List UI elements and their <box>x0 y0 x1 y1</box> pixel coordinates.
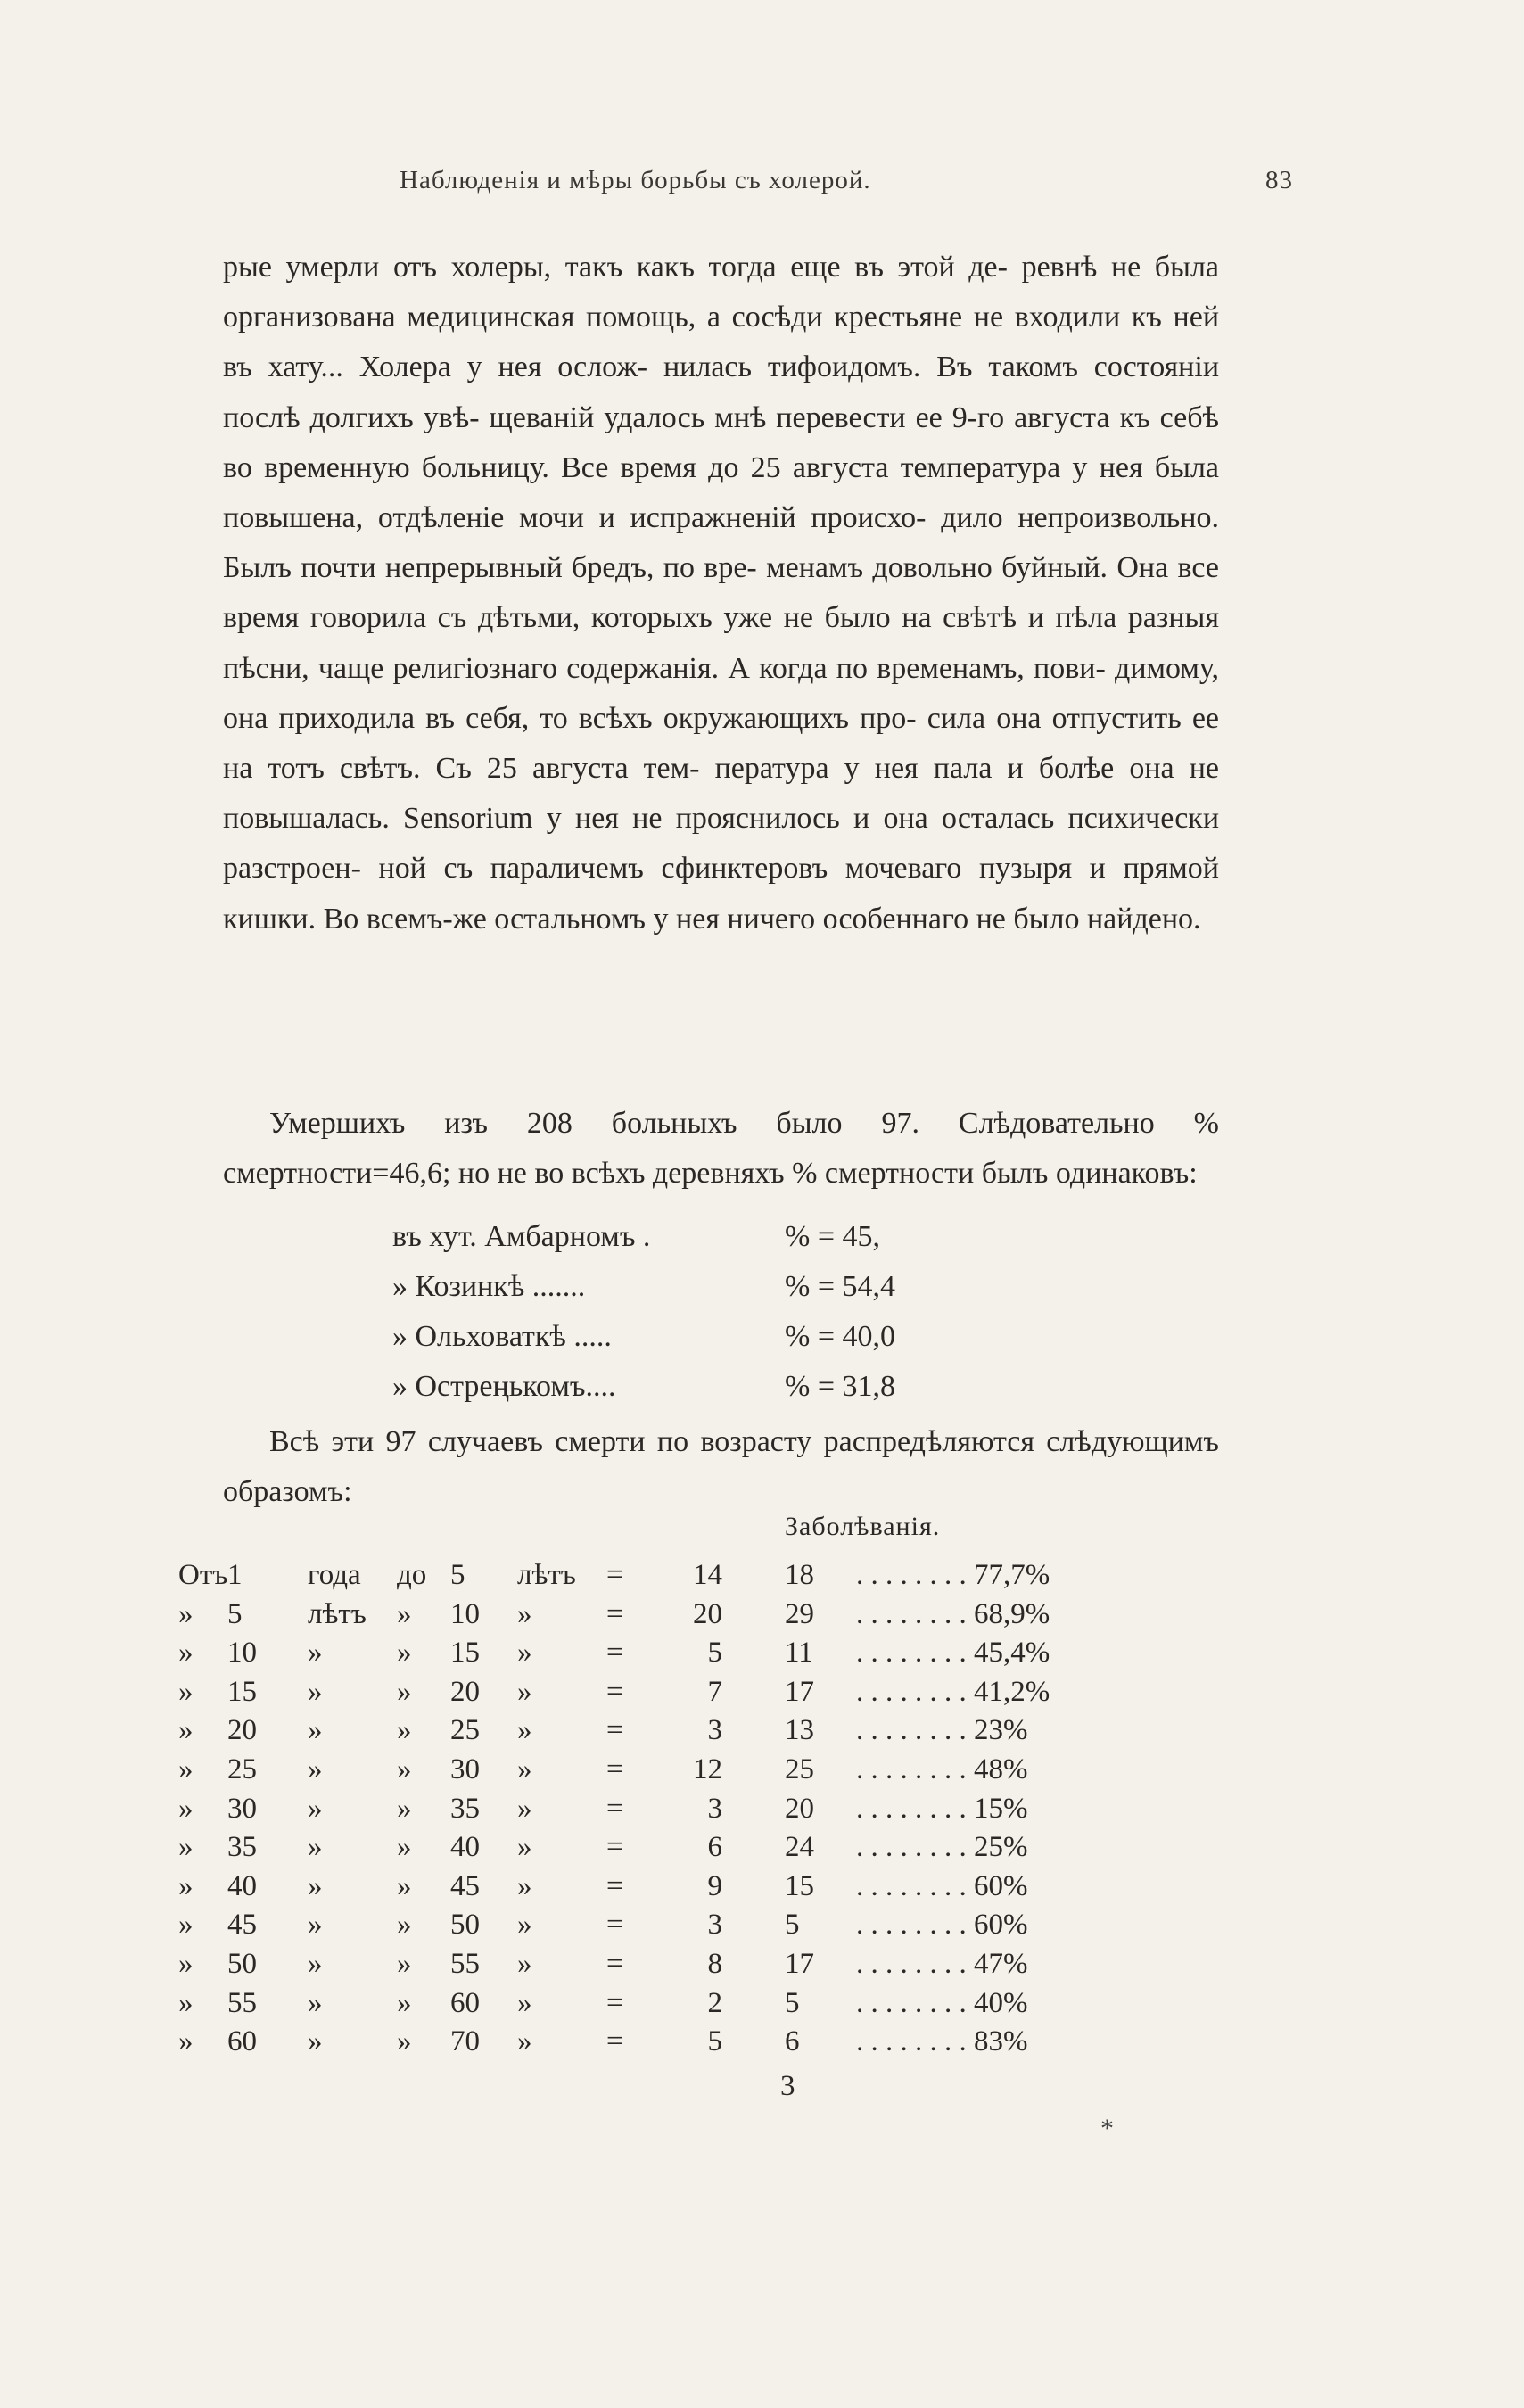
age-cell-q1: » <box>178 1947 194 1980</box>
age-cell-from: 15 <box>227 1675 257 1708</box>
age-cell-deaths: 20 <box>693 1597 722 1630</box>
age-cell-q1: » <box>178 2025 194 2058</box>
text-line: не было найдено. <box>976 902 1201 936</box>
village-mortality-value: % = 40,0 <box>785 1320 895 1353</box>
age-cell-eq: = <box>606 1752 623 1785</box>
age-cell-from: 1 <box>227 1559 243 1591</box>
age-cell-cases: 17 <box>785 1947 814 1980</box>
text-line: рые умерли отъ холеры, такъ какъ тогда еще въ этой де- <box>223 251 1008 284</box>
age-row <box>178 1714 1248 1753</box>
village-name: въ хут. Амбарномъ . <box>392 1220 651 1253</box>
age-cell-w2: » <box>517 1792 532 1825</box>
age-cell-from: 55 <box>227 1986 257 2019</box>
age-row <box>178 1909 1248 1948</box>
age-row <box>178 1637 1248 1676</box>
age-cell-q1: » <box>178 1597 194 1630</box>
age-cell-pct: . . . . . . . . 15% <box>856 1792 1028 1825</box>
age-cell-w1: года <box>308 1559 361 1591</box>
age-cell-w1: » <box>308 1714 323 1747</box>
zabolevania-heading: Заболѣванія. <box>785 1512 941 1541</box>
village-mortality-value: % = 31,8 <box>785 1370 895 1403</box>
age-cell-to: 45 <box>450 1869 480 1902</box>
age-cell-q2: » <box>397 1752 412 1785</box>
running-header <box>223 166 1293 202</box>
age-cell-eq: = <box>606 1714 623 1747</box>
village-row <box>392 1212 1017 1262</box>
age-cell-q1: » <box>178 1831 194 1864</box>
case-description-paragraph <box>223 243 1219 944</box>
village-name: » Ольховаткѣ ..... <box>392 1320 612 1353</box>
age-cell-q1: » <box>178 1675 194 1708</box>
age-cell-eq: = <box>606 1559 623 1591</box>
age-cell-q2: » <box>397 1637 412 1670</box>
age-cell-cases: 11 <box>785 1637 813 1670</box>
age-row <box>178 1870 1248 1909</box>
text-line: дило непроизвольно. Былъ почти непрерывный бредъ, по вре- <box>223 501 1220 585</box>
age-cell-to: 35 <box>450 1792 480 1825</box>
age-cell-from: 30 <box>227 1792 257 1825</box>
age-cell-cases: 5 <box>785 1909 800 1942</box>
paragraph-text <box>223 1099 1219 1199</box>
trailing-cases-number: 3 <box>780 2070 795 2102</box>
age-cell-deaths: 3 <box>707 1909 722 1942</box>
age-cell-w2: » <box>517 1869 532 1902</box>
age-cell-eq: = <box>606 1637 623 1670</box>
age-cell-eq: = <box>606 1947 623 1980</box>
running-title: Наблюденія и мѣры борьбы съ холерой. <box>400 166 871 194</box>
age-cell-deaths: 6 <box>707 1831 722 1864</box>
age-cell-w1: » <box>308 1986 323 2019</box>
paragraph-text <box>223 243 1219 944</box>
age-cell-deaths: 14 <box>693 1559 722 1591</box>
age-cell-from: 50 <box>227 1947 257 1980</box>
age-cell-pct: . . . . . . . . 60% <box>856 1909 1028 1942</box>
village-mortality-value: % = 54,4 <box>785 1270 895 1303</box>
age-cell-pct: . . . . . . . . 83% <box>856 2025 1028 2058</box>
age-cell-deaths: 7 <box>707 1675 722 1708</box>
age-cell-from: 10 <box>227 1637 257 1670</box>
village-name: » Козинкѣ ....... <box>392 1270 586 1303</box>
age-cell-pct: . . . . . . . . 41,2% <box>856 1675 1050 1708</box>
text-line: нилась тифоидомъ. Въ такомъ состояніи послѣ долгихъ увѣ- <box>223 350 1220 434</box>
age-cell-q2: » <box>397 1831 412 1864</box>
age-cell-cases: 24 <box>785 1831 814 1864</box>
age-cell-eq: = <box>606 1675 623 1708</box>
age-cell-q1: » <box>178 1637 194 1670</box>
text-line: сила она отпустить ее на тотъ свѣтъ. Съ 25 августа тем- <box>223 701 1219 786</box>
age-cell-deaths: 5 <box>707 1637 722 1670</box>
age-cell-w2: » <box>517 1986 532 2019</box>
village-row <box>392 1362 1017 1412</box>
age-cell-w2: » <box>517 1831 532 1864</box>
text-line: былъ одинаковъ: <box>981 1157 1198 1190</box>
age-cell-q2: до <box>397 1559 427 1591</box>
age-cell-cases: 5 <box>785 1986 800 2019</box>
age-cell-eq: = <box>606 1597 623 1630</box>
age-cell-q1: » <box>178 1986 194 2019</box>
age-cell-w2: » <box>517 1947 532 1980</box>
age-cell-eq: = <box>606 1792 623 1825</box>
age-cell-to: 5 <box>450 1559 465 1591</box>
text-line: ной съ параличемъ сфинктеровъ мочеваго пузыря и прямой <box>378 852 1219 886</box>
text-line: крестьяне не входили къ ней въ хату... Холера у нея ослож- <box>223 301 1220 384</box>
age-cell-from: 25 <box>227 1752 257 1785</box>
age-cell-w2: » <box>517 1597 532 1630</box>
age-cell-w2: » <box>517 1714 532 1747</box>
age-cell-cases: 15 <box>785 1869 814 1902</box>
text-line: Всѣ эти 97 случаевъ смерти по возрасту распредѣляются <box>269 1425 1034 1458</box>
age-cell-q2: » <box>397 1675 412 1708</box>
age-cell-w1: » <box>308 1869 323 1902</box>
mortality-paragraph <box>223 1099 1219 1199</box>
age-cell-from: 35 <box>227 1831 257 1864</box>
age-cell-eq: = <box>606 1909 623 1942</box>
age-cell-q1: » <box>178 1752 194 1785</box>
age-cell-q2: » <box>397 1986 412 2019</box>
age-row <box>178 1559 1248 1598</box>
page-number: 83 <box>1265 166 1293 194</box>
age-cell-deaths: 12 <box>693 1752 722 1785</box>
age-cell-to: 30 <box>450 1752 480 1785</box>
text-line: кишки. Во всемъ-же остальномъ у нея ничего особеннаго <box>223 902 969 936</box>
text-line: ревнѣ не была организована медицинская помощь, а сосѣди <box>223 251 1219 334</box>
age-cell-q1: » <box>178 1792 194 1825</box>
age-cell-eq: = <box>606 1869 623 1902</box>
text-line: слѣдующимъ образомъ: <box>223 1425 1219 1508</box>
age-cell-w1: » <box>308 1637 323 1670</box>
age-cell-pct: . . . . . . . . 48% <box>856 1752 1028 1785</box>
age-cell-pct: . . . . . . . . 40% <box>856 1986 1028 2019</box>
age-cell-q2: » <box>397 1869 412 1902</box>
age-cell-w1: » <box>308 1675 323 1708</box>
age-cell-eq: = <box>606 2025 623 2058</box>
age-cell-pct: . . . . . . . . 68,9% <box>856 1597 1050 1630</box>
age-cell-cases: 13 <box>785 1714 814 1747</box>
age-cell-from: 45 <box>227 1909 257 1942</box>
age-cell-w2: » <box>517 2025 532 2058</box>
age-row <box>178 1598 1248 1637</box>
paragraph-text <box>223 1417 1219 1517</box>
age-cell-deaths: 2 <box>707 1986 722 2019</box>
village-mortality-value: % = 45, <box>785 1220 880 1253</box>
village-mortality-list <box>392 1212 1017 1412</box>
age-cell-q1: Отъ <box>178 1559 228 1591</box>
footer-mark: * <box>1100 2114 1114 2143</box>
age-cell-to: 60 <box>450 1986 480 2019</box>
age-cell-eq: = <box>606 1831 623 1864</box>
text-line: у нея не прояснилось и она осталась психически разстроен- <box>223 802 1220 886</box>
village-row <box>392 1262 1017 1312</box>
age-cell-w1: лѣтъ <box>308 1597 367 1630</box>
text-line: димому, она приходила въ себя, то всѣхъ окружающихъ про- <box>223 651 1220 735</box>
age-cell-w1: » <box>308 1752 323 1785</box>
age-cell-w2: » <box>517 1909 532 1942</box>
age-row <box>178 1753 1248 1793</box>
age-cell-pct: . . . . . . . . 60% <box>856 1869 1028 1902</box>
age-cell-to: 70 <box>450 2025 480 2058</box>
age-cell-deaths: 9 <box>707 1869 722 1902</box>
age-cell-to: 15 <box>450 1637 480 1670</box>
age-cell-q1: » <box>178 1869 194 1902</box>
text-line: смертности=46,6; но не во всѣхъ деревняхъ % смертности <box>223 1157 975 1190</box>
age-cell-cases: 18 <box>785 1559 814 1591</box>
age-cell-cases: 20 <box>785 1792 814 1825</box>
text-line: чаще религіознаго содержанія. А когда по временамъ, пови- <box>317 651 1106 685</box>
age-cell-from: 60 <box>227 2025 257 2058</box>
age-cell-to: 55 <box>450 1947 480 1980</box>
age-cell-w2: » <box>517 1637 532 1670</box>
text-line: временную больницу. Все время до 25 августа температура у <box>264 450 1088 484</box>
age-row <box>178 2025 1248 2065</box>
age-cell-q2: » <box>397 1597 412 1630</box>
age-cell-cases: 25 <box>785 1752 814 1785</box>
age-cell-pct: . . . . . . . . 23% <box>856 1714 1028 1747</box>
age-cell-w2: » <box>517 1752 532 1785</box>
age-cell-w1: » <box>308 1909 323 1942</box>
age-cell-from: 20 <box>227 1714 257 1747</box>
age-cell-deaths: 3 <box>707 1714 722 1747</box>
age-row <box>178 1948 1248 1987</box>
text-line: нея была повышена, отдѣленіе мочи и испражненій происхо- <box>223 450 1220 535</box>
age-cell-to: 25 <box>450 1714 480 1747</box>
age-row <box>178 1987 1248 2026</box>
age-cell-to: 50 <box>450 1909 480 1942</box>
age-cell-cases: 17 <box>785 1675 814 1708</box>
age-cell-w1: » <box>308 1831 323 1864</box>
age-cell-cases: 29 <box>785 1597 814 1630</box>
age-cell-q2: » <box>397 1714 412 1747</box>
age-cell-q2: » <box>397 1909 412 1942</box>
age-cell-pct: . . . . . . . . 77,7% <box>856 1559 1050 1591</box>
age-cell-deaths: 5 <box>707 2025 722 2058</box>
age-cell-q2: » <box>397 1792 412 1825</box>
age-cell-pct: . . . . . . . . 25% <box>856 1831 1028 1864</box>
age-distribution-table <box>178 1559 1248 2065</box>
age-cell-pct: . . . . . . . . 47% <box>856 1947 1028 1980</box>
age-cell-deaths: 8 <box>707 1947 722 1980</box>
age-cell-to: 20 <box>450 1675 480 1708</box>
age-cell-from: 5 <box>227 1597 243 1630</box>
text-line: менамъ довольно буйный. Она все время говорила съ дѣтьми, <box>223 551 1220 635</box>
age-distribution-paragraph <box>223 1417 1219 1517</box>
age-cell-q1: » <box>178 1714 194 1747</box>
age-cell-eq: = <box>606 1986 623 2019</box>
age-cell-pct: . . . . . . . . 45,4% <box>856 1637 1050 1670</box>
age-cell-to: 10 <box>450 1597 480 1630</box>
text-line: которыхъ уже не было на свѣтѣ и пѣла разныя пѣсни, <box>223 601 1220 685</box>
age-cell-to: 40 <box>450 1831 480 1864</box>
age-cell-q2: » <box>397 1947 412 1980</box>
village-name: » Остреңькомъ.... <box>392 1370 616 1403</box>
age-cell-w1: » <box>308 1947 323 1980</box>
age-cell-deaths: 3 <box>707 1792 722 1825</box>
age-row <box>178 1831 1248 1870</box>
age-cell-w2: лѣтъ <box>517 1559 576 1591</box>
village-row <box>392 1312 1017 1362</box>
age-row <box>178 1793 1248 1832</box>
age-cell-w1: » <box>308 1792 323 1825</box>
age-cell-from: 40 <box>227 1869 257 1902</box>
age-cell-cases: 6 <box>785 2025 800 2058</box>
age-cell-q2: » <box>397 2025 412 2058</box>
text-line: пература у нея пала и болѣе она не повышалась. Sensorium <box>223 752 1219 836</box>
text-line: Умершихъ изъ 208 больныхъ было 97. Слѣдовательно % <box>269 1107 1219 1140</box>
age-cell-w1: » <box>308 2025 323 2058</box>
age-cell-q1: » <box>178 1909 194 1942</box>
age-cell-w2: » <box>517 1675 532 1708</box>
text-line: щеваній удалось мнѣ перевести ее 9-го августа къ себѣ во <box>223 400 1219 484</box>
age-row <box>178 1676 1248 1715</box>
